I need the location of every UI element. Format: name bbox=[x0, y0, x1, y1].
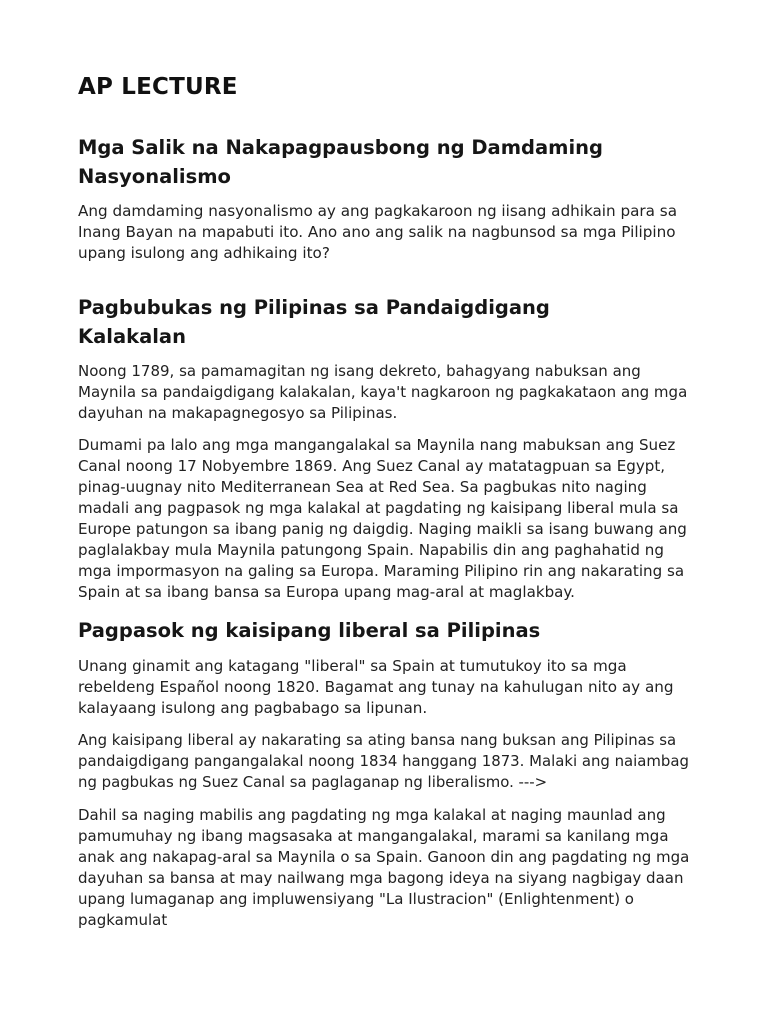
paragraph-line: pamumuhay ng ibang magsasaka at mangangalakal, marami sa kanilang mga bbox=[78, 827, 669, 845]
paragraph-line: pandaigdigang pangangalakal noong 1834 hanggang 1873. Malaki ang naiambag bbox=[78, 752, 689, 770]
section-heading-liberal-ideas bbox=[78, 616, 540, 645]
paragraph-line: rebeldeng Español noong 1820. Bagamat ang tunay na kahulugan nito ay ang bbox=[78, 678, 674, 696]
paragraph-line: upang lumaganap ang impluwensiyang "La Ilustracion" (Enlightenment) o bbox=[78, 890, 634, 908]
document-title: AP LECTURE bbox=[78, 74, 238, 100]
paragraph-line: upang isulong ang adhikaing ito? bbox=[78, 244, 330, 262]
heading-line: Nasyonalismo bbox=[78, 165, 231, 188]
heading-line: Pagbubukas ng Pilipinas sa Pandaigdigang bbox=[78, 296, 550, 319]
paragraph bbox=[78, 656, 674, 719]
paragraph-line: Spain at sa ibang bansa sa Europa upang mag-aral at maglakbay. bbox=[78, 583, 575, 601]
paragraph-line: Unang ginamit ang katagang "liberal" sa Spain at tumutukoy ito sa mga bbox=[78, 657, 627, 675]
paragraph-line: anak ang nakapag-aral sa Maynila o sa Spain. Ganoon din ang pagdating ng mga bbox=[78, 848, 690, 866]
paragraph bbox=[78, 435, 687, 603]
paragraph-line: Maynila sa pandaigdigang kalakalan, kaya't nagkaroon ng pagkakataon ang mga bbox=[78, 383, 688, 401]
heading-line: Mga Salik na Nakapagpausbong ng Damdaming bbox=[78, 136, 603, 159]
paragraph-line: Dahil sa naging mabilis ang pagdating ng mga kalakal at naging maunlad ang bbox=[78, 806, 666, 824]
paragraph-line: paglalakbay mula Maynila patungong Spain. Napabilis din ang paghahatid ng bbox=[78, 541, 664, 559]
paragraph-line: Canal noong 17 Nobyembre 1869. Ang Suez Canal ay matatagpuan sa Egypt, bbox=[78, 457, 666, 475]
section-heading-world-trade bbox=[78, 293, 550, 351]
paragraph-line: kalayaang isulong ang pagbabago sa lipunan. bbox=[78, 699, 428, 717]
heading-line: Pagpasok ng kaisipang liberal sa Pilipinas bbox=[78, 619, 541, 642]
paragraph-line: dayuhan na makapagnegosyo sa Pilipinas. bbox=[78, 404, 398, 422]
paragraph-line: pagkamulat bbox=[78, 911, 168, 929]
paragraph-line: Ang kaisipang liberal ay nakarating sa ating bansa nang buksan ang Pilipinas sa bbox=[78, 731, 677, 749]
paragraph-line: mga impormasyon na galing sa Europa. Maraming Pilipino rin ang nakarating sa bbox=[78, 562, 685, 580]
paragraph-line: pinag-uugnay nito Mediterranean Sea at Red Sea. Sa pagbukas nito naging bbox=[78, 478, 647, 496]
paragraph-line: Inang Bayan na mapabuti ito. Ano ano ang salik na nagbunsod sa mga Pilipino bbox=[78, 223, 676, 241]
paragraph bbox=[78, 805, 689, 931]
paragraph bbox=[78, 201, 677, 264]
heading-line: Kalakalan bbox=[78, 325, 186, 348]
paragraph-line: Europe patungon sa ibang panig ng daigdig. Naging maikli sa isang buwang ang bbox=[78, 520, 687, 538]
section-heading-nationalism-factors bbox=[78, 133, 603, 191]
paragraph-line: dayuhan sa bansa at may nailwang mga bagong ideya na siyang nagbigay daan bbox=[78, 869, 684, 887]
paragraph-line: madali ang pagpasok ng mga kalakal at pagdating ng kaisipang liberal mula sa bbox=[78, 499, 679, 517]
paragraph-line: Ang damdaming nasyonalismo ay ang pagkakaroon ng iisang adhikain para sa bbox=[78, 202, 678, 220]
paragraph bbox=[78, 361, 687, 424]
paragraph bbox=[78, 730, 689, 793]
paragraph-line: Noong 1789, sa pamamagitan ng isang dekreto, bahagyang nabuksan ang bbox=[78, 362, 641, 380]
paragraph-line: Dumami pa lalo ang mga mangangalakal sa Maynila nang mabuksan ang Suez bbox=[78, 436, 676, 454]
paragraph-line: ng pagbukas ng Suez Canal sa paglaganap ng liberalismo. ---> bbox=[78, 773, 548, 791]
